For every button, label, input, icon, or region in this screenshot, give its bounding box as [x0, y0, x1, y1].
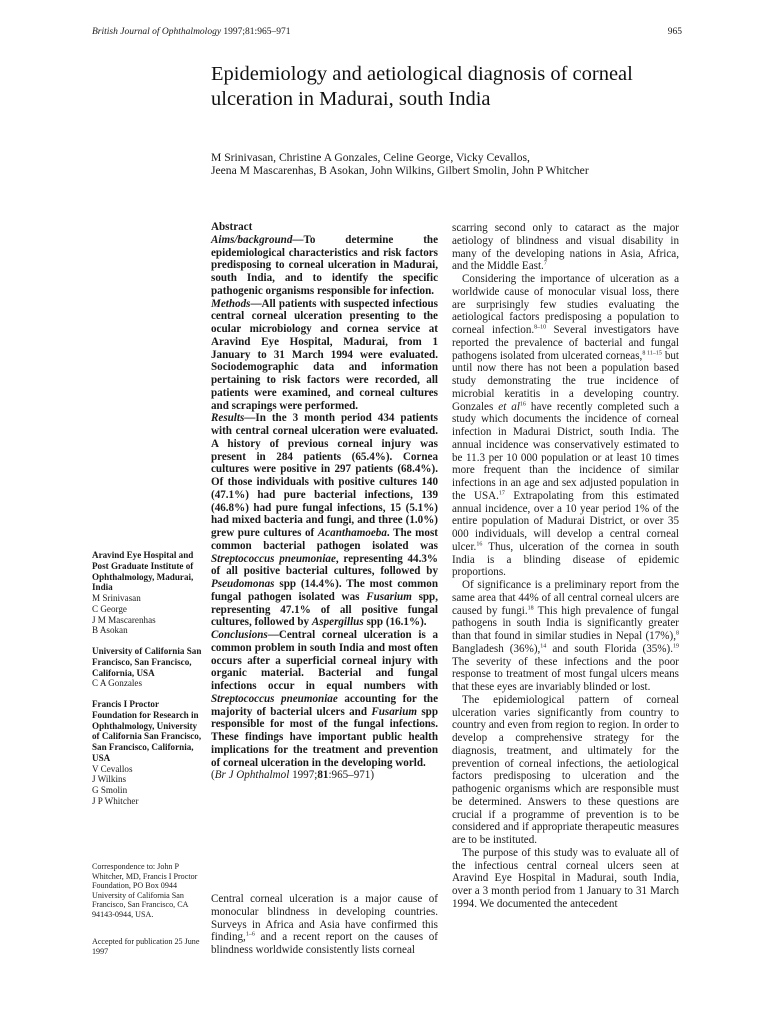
reference-marker: 8 11–15: [642, 349, 662, 356]
aims-text: —To determine the epidemiological characteristics and risk factors predisposing to corneal ulceration in Madurai, south India, and to identify the specific pathogenic organisms responsible for infection.: [211, 233, 438, 297]
organism-name: Fusarium: [366, 590, 412, 603]
body-text: and south Florida (35%).: [546, 642, 674, 655]
reference-marker: 8–10: [534, 324, 547, 331]
results-text: —In the 3 month period 434 patients with central corneal ulceration were evaluated. A history of previous corneal injury was present in 284 patients (65.4%). Cornea cultures were positive in 297 patients (68.4%). Of those individuals with positive cultures 140 (47.1%) had pure bacterial infections, 139 (46.8%) had pure fungal infections, 15 (5.1%) had mixed bacteria and fungi, and three (1.0%) grew pure cultures of: [211, 412, 438, 539]
reference-marker: 7: [543, 260, 547, 267]
affiliation-person: J P Whitcher: [92, 795, 139, 806]
body-text: Extrapolating from this estimated annual incidence, over a 10 year period 1% of the entire population of Madurai District, or over 35 000 individuals, will develop a central corneal ulcer.: [452, 489, 679, 553]
author-list: [211, 151, 681, 177]
body-text: The severity of these infections and the poor response to treatment of most fungal ulcers means that these eyes are invariably blinded or lost.: [452, 655, 679, 693]
methods-text: —All patients with suspected infectious central corneal ulceration presenting to the ocular microbiology and cornea service at Aravind Eye Hospital, Madurai, from 1 January to 31 March 1994 were evaluated. Sociodemographic data and information pertaining to risk factors were recorded, all patients were examined, and corneal cultures and scrapings were performed.: [211, 297, 438, 412]
affiliation-person: G Smolin: [92, 785, 128, 795]
abstract-aims: [211, 234, 438, 298]
body-text: and a recent report on the causes of blindness worldwide consistently lists corneal: [211, 931, 438, 956]
authors-line-2: Jeena M Mascarenhas, B Asokan, John Wilkins, Gilbert Smolin, John P Whitcher: [211, 164, 589, 177]
paragraph-4: The epidemiological pattern of corneal ulceration varies significantly from country to country and even from region to region. In order to develop a comprehensive strategy for the diagnosis, treatment, and ultimately for the prevention of corneal infections, the aetiological factors predisposing to ulceration and the pathogenic organisms which are responsible must be determined. Answers to these questions are crucial if a programme of prevention is to be considered and if appropriate therapeutic measures are to be instituted.: [452, 693, 679, 846]
body-text: Several investigators have reported the prevalence of bacterial and fungal pathogens isolated from ulcerated corneas,: [452, 324, 679, 362]
body-text: Of significance is a preliminary report from the same area that 44% of all central corneal ulcers are caused by fungi.: [452, 579, 679, 617]
running-header: [92, 27, 290, 37]
article-title: Epidemiology and aetiological diagnosis of corneal ulceration in Madurai, south India: [211, 63, 633, 110]
organism-name: Pseudomonas: [211, 578, 275, 590]
abstract-conclusions: [211, 629, 438, 769]
results-text: spp (16.1%).: [363, 616, 427, 629]
affiliations: [92, 550, 204, 817]
organism-name: Fusarium: [371, 705, 417, 718]
paragraph-2: [452, 273, 679, 579]
reference-marker: 16: [519, 400, 526, 407]
body-text: Central corneal ulceration is a major cause of monocular blindness in developing countries. Surveys in Africa and Asia have confirmed this finding,: [211, 893, 438, 944]
results-label: Results: [211, 412, 245, 425]
et-al: et al: [498, 400, 520, 413]
affiliation-institution: Francis I Proctor Foundation for Research in Ophthalmology, University of California San Francisco, San Francisco, California, USA: [92, 699, 202, 763]
conclusions-text: spp responsible for most of the fungal infections. These findings have important public health implications for the treatment and prevention of corneal ulceration in the developing world.: [211, 705, 438, 769]
paragraph-3: [452, 579, 679, 694]
reference-marker: 18: [527, 604, 534, 611]
abstract-citation: (Br J Ophthalmol 1997;81:965–971): [211, 769, 375, 782]
organism-name: Acanthamoeba: [317, 527, 387, 539]
page-number: 965: [667, 27, 682, 37]
citation-journal: Br J Ophthalmol: [214, 769, 290, 782]
citation-year: 1997;: [292, 769, 318, 782]
reference-marker: 1–6: [245, 931, 255, 938]
abstract-heading: Abstract: [211, 221, 253, 233]
reference-marker: 16: [476, 541, 483, 548]
authors-line-1: M Srinivasan, Christine A Gonzales, Celine George, Vicky Cevallos,: [211, 151, 530, 164]
methods-label: Methods: [211, 297, 251, 310]
body-right-column: [452, 222, 679, 911]
affiliation-3: [92, 699, 204, 807]
affiliation-institution: Aravind Eye Hospital and Post Graduate Institute of Ophthalmology, Madurai, India: [92, 550, 194, 593]
aims-label: Aims/background: [211, 233, 293, 246]
conclusions-label: Conclusions: [211, 629, 268, 641]
body-text: Considering the importance of ulceration as a worldwide cause of monocular visual loss, there are surprisingly few studies evaluating the aetiological factors predisposing a population to corneal infection.: [452, 273, 679, 336]
results-text: , representing 44.3% of all positive bacterial cultures, followed by: [211, 552, 438, 578]
citation-volume: 81: [317, 769, 329, 782]
reference-marker: 19: [673, 643, 680, 650]
paragraph-intro-continued: [452, 222, 679, 273]
affiliation-person: V Cevallos: [92, 763, 133, 774]
affiliation-1: [92, 550, 204, 636]
affiliation-person: J Wilkins: [92, 774, 127, 785]
reference-marker: 17: [498, 490, 505, 497]
affiliation-institution: University of California San Francisco, San Francisco, California, USA: [92, 646, 202, 678]
body-text: This high prevalence of fungal pathogens in south India is significantly greater than that found in similar studies in Nepal (17%),: [452, 604, 680, 642]
results-text: spp (14.4%). The most common fungal pathogen isolated was: [211, 578, 438, 603]
journal-name: British Journal of Ophthalmology: [92, 27, 222, 37]
citation-pages: :965–971): [328, 769, 375, 782]
body-text: scarring second only to cataract as the major aetiology of blindness and visual disability in many of the developing nations in Asia, Africa, and the Middle East.: [452, 222, 679, 273]
organism-name: Aspergillus: [311, 616, 364, 629]
affiliation-person: J M Mascarenhas: [92, 614, 156, 625]
body-text: Bangladesh (36%),: [452, 642, 541, 655]
conclusions-text: —Central corneal ulceration is a common problem in south India and most often occurs after a superficial corneal injury with organic material. Bacterial and fungal infections occur in equal numbers with: [211, 629, 438, 692]
body-intro-start: [211, 893, 438, 957]
journal-citation: 1997;81:965–971: [223, 27, 291, 37]
reference-marker: 8: [676, 630, 679, 637]
results-text: . The most common bacterial pathogen isolated was: [211, 527, 438, 552]
abstract-results: [211, 412, 438, 629]
affiliation-person: C A Gonzales: [92, 678, 143, 689]
affiliation-2: [92, 646, 204, 689]
body-text: but until now there has not been a population based study demonstrating the true incidence of microbial keratitis in a developing country. Gonzales: [452, 349, 679, 413]
affiliation-person: M Srinivasan: [92, 593, 141, 603]
reference-marker: 14: [540, 643, 547, 650]
affiliation-person: C George: [92, 603, 127, 614]
body-text: have recently completed such a study which documents the incidence of corneal infection in Madurai District, south India. The annual incidence was conservatively estimated to be 11.3 per 10 000 population or at least 10 times more frequent than the incidence of similar infections in an age and sex adjusted population in the USA.: [452, 400, 680, 502]
affiliation-person: B Asokan: [92, 625, 128, 636]
paragraph-5: The purpose of this study was to evaluate all of the infectious central corneal ulcers seen at Aravind Eye Hospital in Madurai, south India, over a 3 month period from 1 January to 31 March 1994. We documented the antecedent: [452, 846, 679, 910]
body-text: Thus, ulceration of the cornea in south India is a blinding disease of epidemic proportions.: [452, 540, 679, 579]
results-text: spp, representing 47.1% of all positive fungal cultures, followed by: [211, 590, 438, 629]
conclusions-text: accounting for the majority of bacterial ulcers and: [211, 692, 438, 718]
organism-name: Streptococcus pneumoniae: [211, 552, 336, 565]
abstract: [211, 221, 438, 782]
correspondence: Correspondence to: John P Whitcher, MD, Francis I Proctor Foundation, PO Box 0944 University of California San Francisco, San Francisco, CA 94143-0944, USA.: [92, 862, 198, 919]
organism-name: Streptococcus pneumoniae: [211, 692, 338, 705]
abstract-methods: [211, 298, 438, 413]
accepted-date: Accepted for publication 25 June 1997: [92, 937, 200, 956]
